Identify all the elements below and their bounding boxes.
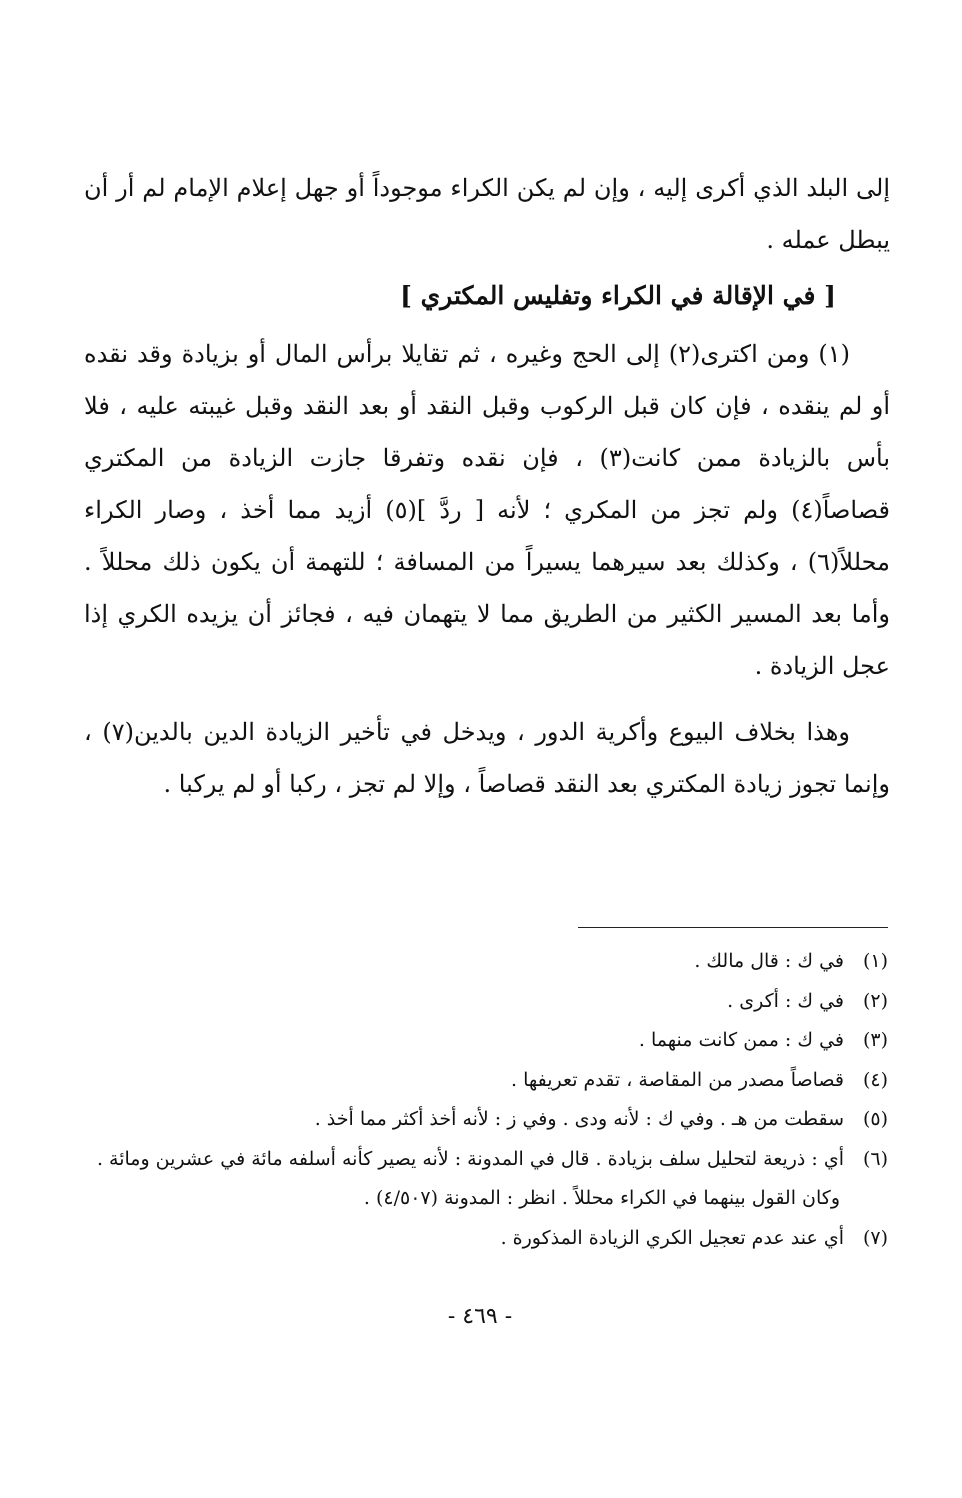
footnote-text: قصاصاً مصدر من المقاصة ، تقدم تعريفها .	[511, 1068, 844, 1091]
page-number: - ٤٦٩ -	[447, 1304, 513, 1329]
footnote-text: أي عند عدم تعجيل الكري الزيادة المذكورة .	[500, 1226, 844, 1249]
footnote-1	[70, 942, 888, 982]
footnote-4	[70, 1061, 888, 1101]
footnote-3	[70, 1021, 888, 1061]
footnote-separator	[578, 927, 888, 928]
main-text	[84, 162, 890, 810]
footnote-number: (٢)	[862, 989, 888, 1012]
footnote-text: في ك : قال مالك .	[694, 950, 844, 972]
footnote-2	[70, 982, 888, 1022]
footnote-6	[70, 1140, 888, 1180]
footnote-text: في ك : ممن كانت منهما .	[638, 1029, 844, 1051]
footnote-number: (٥)	[862, 1108, 888, 1130]
footnote-text: سقطت من هـ . وفي ك : لأنه ودى . وفي ز : لأنه أخذ أكثر مما أخذ .	[314, 1108, 844, 1130]
footnote-text: أي : ذريعة لتحليل سلف بزيادة . قال في المدونة : لأنه يصير كأنه أسلفه مائة في عشرين ومائة .	[96, 1147, 844, 1170]
paragraph-continuation: إلى البلد الذي أكرى إليه ، وإن لم يكن الكراء موجوداً أو جهل إعلام الإمام لم أر أن يبطل عمله .	[84, 174, 890, 254]
footnote-number: (٤)	[862, 1068, 888, 1091]
footnote-number: (٦)	[862, 1147, 888, 1170]
section-heading: [ في الإقالة في الكراء وتفليس المكتري ]	[400, 281, 836, 310]
footnote-6-continuation: وكان القول بينهما في الكراء محللاً . انظر : المدونة (٤/٥٠٧) .	[363, 1187, 840, 1209]
footnote-number: (١)	[862, 950, 888, 972]
footnotes	[70, 942, 888, 1258]
footnote-number: (٧)	[862, 1226, 888, 1249]
footnote-text: في ك : أكرى .	[727, 989, 844, 1012]
footnote-7	[70, 1219, 888, 1259]
paragraph-buyu: وهذا بخلاف البيوع وأكرية الدور ، ويدخل في تأخير الزيادة الدين بالدين(٧) ، وإنما تجوز زيادة المكتري بعد النقد قصاصاً ، وإلا لم تجز ، ركبا أو لم يركبا .	[84, 718, 890, 798]
footnote-5	[70, 1100, 888, 1140]
footnote-number: (٣)	[862, 1029, 888, 1051]
paragraph-iqala: (١) ومن اكترى(٢) إلى الحج وغيره ، ثم تقايلا برأس المال أو بزيادة وقد نقده أو لم ينقده ، فإن كان قبل الركوب وقبل النقد أو بعد النقد وقبل غيبته عليه ، فلا بأس بالزيادة ممن كانت(٣) ، فإن نقده وتفرقا جازت الزيادة من المكتري قصاصاً(٤) ولم تجز من المكري ؛ لأنه [ ردَّ ](٥) أزيد مما أخذ ، وصار الكراء محللاً(٦) ، وكذلك بعد سيرهما يسيراً من المسافة ؛ للتهمة أن يكون ذلك محللاً . وأما بعد المسير الكثير من الطريق مما لا يتهمان فيه ، فجائز أن يزيده الكري إذا عجل الزيادة .	[84, 340, 891, 680]
